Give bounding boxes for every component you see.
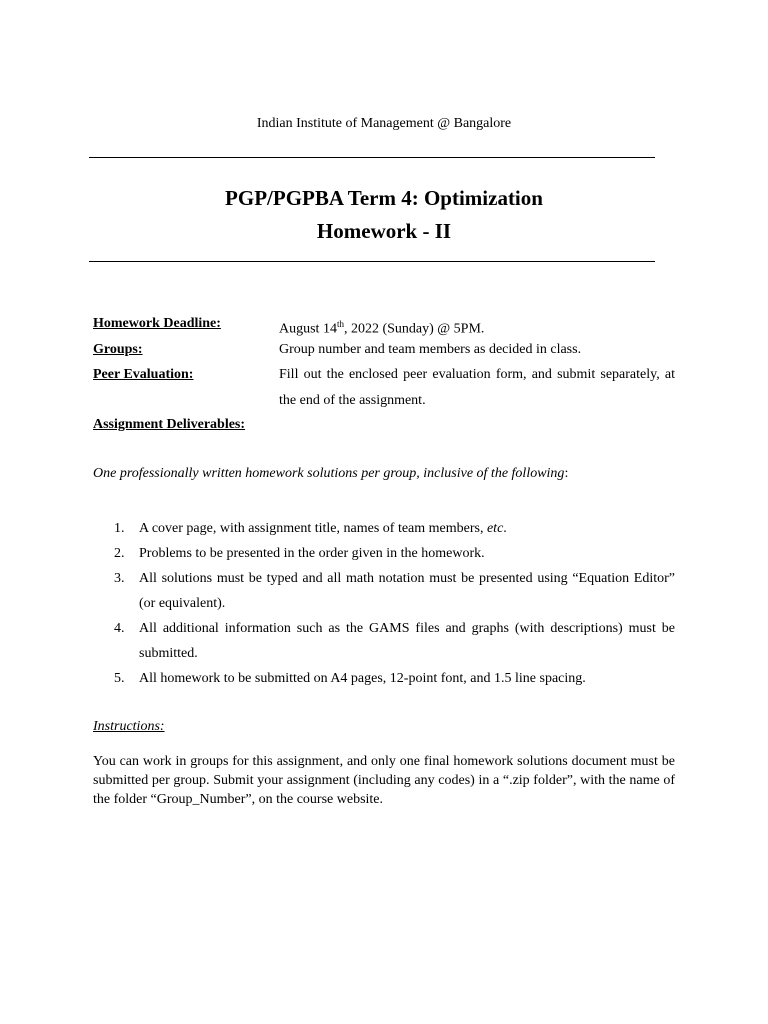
list-text: A cover page, with assignment title, names of team members, [139, 521, 487, 536]
top-divider [89, 157, 655, 158]
instructions-body: You can work in groups for this assignment, and only one final homework solutions document must be submitted per group. Submit your assignment (including any codes) in a “.zip folder”, with the name of the folder “Group_Number”, on the course website. [93, 754, 675, 807]
groups-label: Groups: [93, 342, 143, 357]
list-item [93, 566, 675, 616]
list-item [93, 666, 675, 691]
instructions-heading: Instructions: [93, 719, 165, 734]
list-text: All solutions must be typed and all math notation must be presented using “Equation Editor” (or equivalent). [139, 571, 675, 611]
deadline-time: , 2022 (Sunday) @ 5PM. [343, 321, 485, 337]
list-number: 4. [114, 621, 125, 636]
intro-text: One professionally written homework solutions per group, inclusive of the following [93, 466, 565, 481]
groups-value: Group number and team members as decided in class. [279, 342, 582, 357]
deadline-date: August 14 [279, 321, 337, 337]
deliverables-intro [93, 466, 675, 482]
peer-evaluation-value: Fill out the enclosed peer evaluation form, and submit separately, at the end of the assignment. [279, 367, 675, 408]
deliverables-label: Assignment Deliverables: [93, 417, 246, 432]
deadline-label: Homework Deadline: [93, 316, 221, 331]
bottom-divider [89, 261, 655, 262]
list-text: Problems to be presented in the order given in the homework. [139, 546, 485, 561]
deadline-ordinal: th [336, 319, 344, 329]
list-number: 2. [114, 546, 125, 561]
course-title: PGP/PGPBA Term 4: Optimization [225, 186, 543, 210]
list-text: All additional information such as the GAMS files and graphs (with descriptions) must be submitted. [139, 621, 675, 661]
list-emphasis: etc [486, 521, 504, 536]
institution-name: Indian Institute of Management @ Bangalore [256, 116, 512, 131]
list-text: All homework to be submitted on A4 pages, 12-point font, and 1.5 line spacing. [139, 671, 586, 686]
peer-evaluation-label: Peer Evaluation: [93, 367, 194, 382]
list-number: 3. [114, 571, 125, 586]
list-item [93, 516, 675, 541]
intro-colon: : [564, 466, 569, 481]
deliverables-list [93, 516, 675, 691]
list-item [93, 616, 675, 666]
list-number: 5. [114, 671, 125, 686]
homework-title: Homework - II [316, 219, 452, 243]
list-number: 1. [114, 521, 125, 536]
list-suffix: . [503, 521, 507, 536]
list-item [93, 541, 675, 566]
